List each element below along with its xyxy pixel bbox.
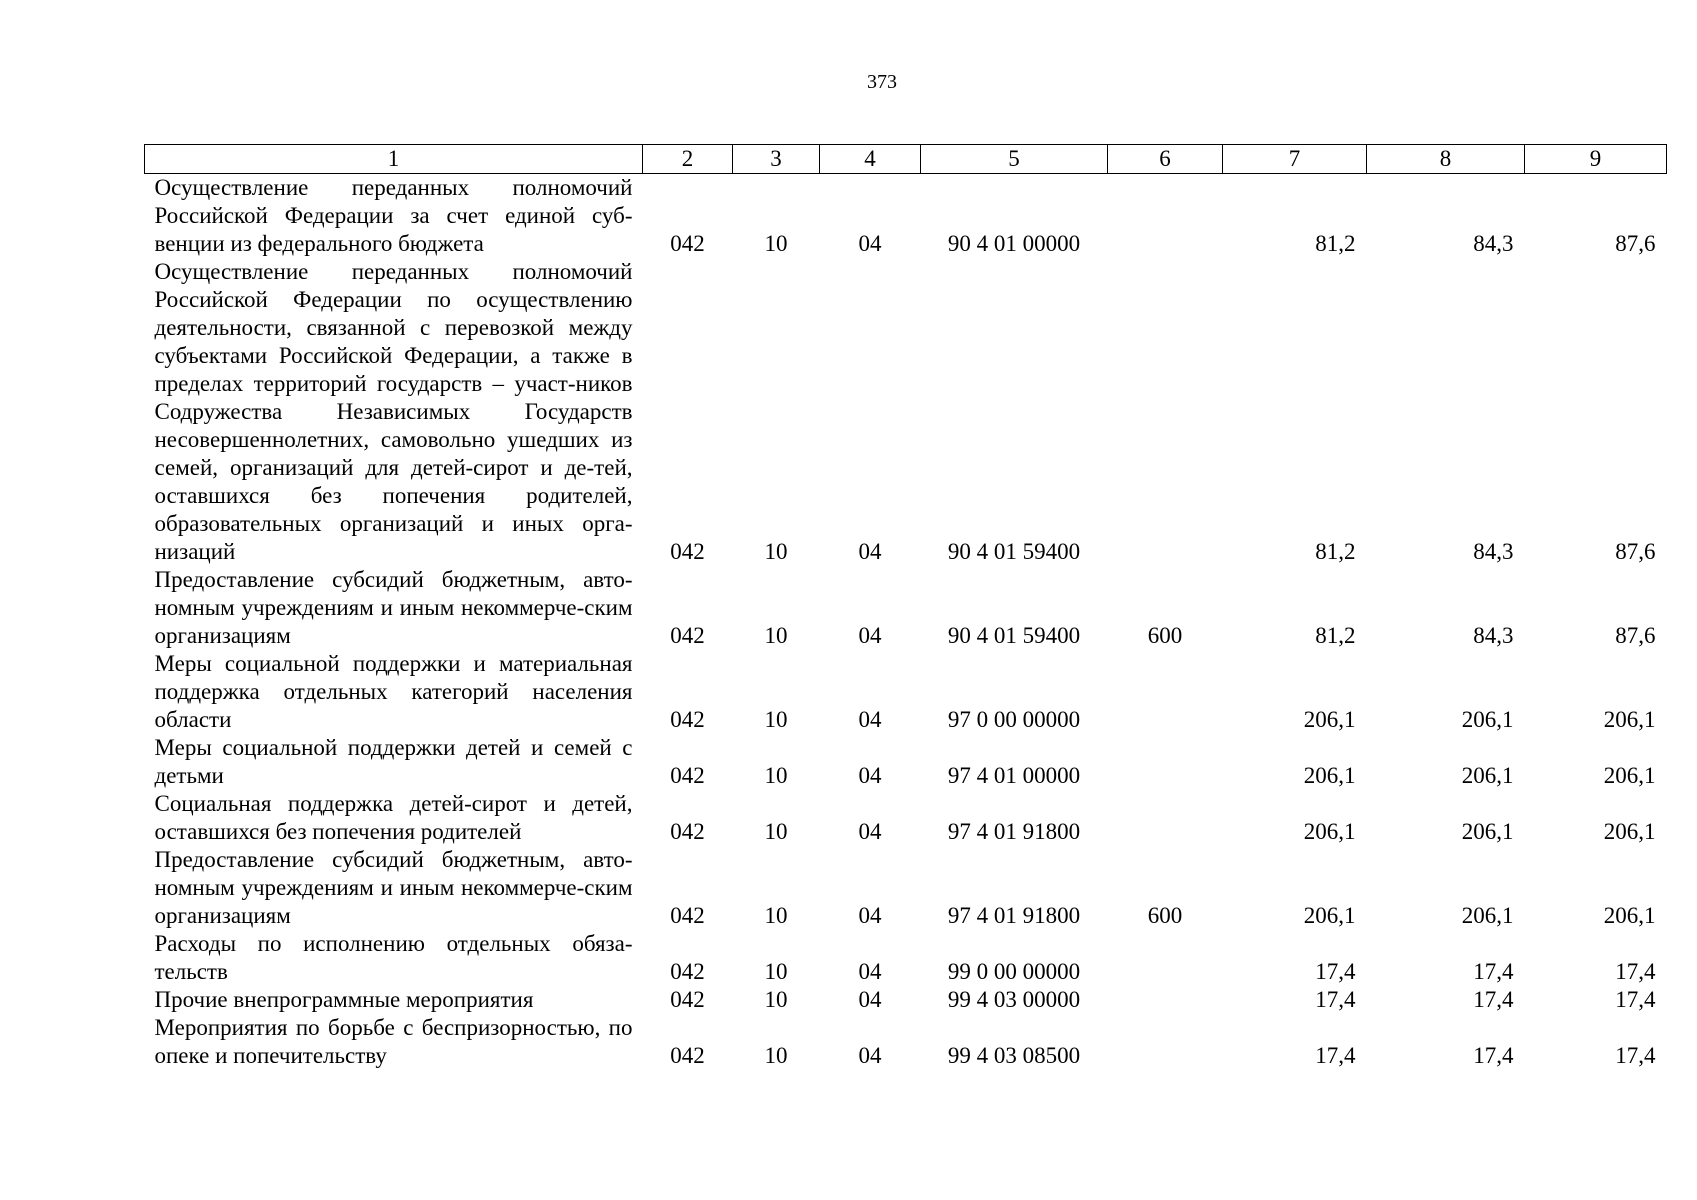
- subsection-code-cell: 04: [858, 539, 882, 564]
- amount-col7-cell: 206,1: [1303, 819, 1356, 844]
- target-article-cell: 97 4 01 00000: [947, 763, 1081, 788]
- amount-col9-cell: 17,4: [1615, 1043, 1656, 1068]
- subsection-code-cell: 04: [858, 903, 882, 928]
- section-code-cell: 10: [764, 819, 788, 844]
- expense-kind-cell: [1108, 930, 1223, 986]
- amount-col8-cell: 206,1: [1461, 903, 1514, 928]
- expense-kind-cell: [1108, 986, 1223, 1014]
- table-row: [145, 174, 1667, 259]
- column-header: 9: [1525, 145, 1667, 174]
- expense-kind-cell: [1108, 650, 1223, 734]
- admin-code-cell: 042: [670, 903, 705, 928]
- table-row: [145, 650, 1667, 734]
- admin-code-cell: 042: [670, 231, 705, 256]
- section-code-cell: 10: [764, 707, 788, 732]
- admin-code-cell: 042: [670, 1043, 705, 1068]
- expense-kind-cell: [1108, 734, 1223, 790]
- amount-col7-cell: 81,2: [1315, 539, 1356, 564]
- amount-col7-cell: 17,4: [1315, 987, 1356, 1012]
- expense-kind-cell: [1108, 258, 1223, 566]
- amount-col8-cell: 17,4: [1473, 987, 1514, 1012]
- expense-kind-cell: [1108, 1014, 1223, 1070]
- amount-col8-cell: 84,3: [1473, 539, 1514, 564]
- amount-col9-cell: 206,1: [1603, 819, 1656, 844]
- row-name-cell: Предоставление субсидий бюджетным, авто-номным учреждениям и иным некоммерче-ским организациям: [154, 567, 633, 648]
- admin-code-cell: 042: [670, 959, 705, 984]
- table-body: [145, 174, 1667, 1071]
- amount-col8-cell: 84,3: [1473, 623, 1514, 648]
- amount-col7-cell: 206,1: [1303, 763, 1356, 788]
- column-header: 4: [820, 145, 921, 174]
- admin-code-cell: 042: [670, 539, 705, 564]
- amount-col9-cell: 206,1: [1603, 763, 1656, 788]
- amount-col8-cell: 206,1: [1461, 707, 1514, 732]
- subsection-code-cell: 04: [858, 987, 882, 1012]
- amount-col8-cell: 17,4: [1473, 959, 1514, 984]
- amount-col8-cell: 84,3: [1473, 231, 1514, 256]
- amount-col8-cell: 206,1: [1461, 819, 1514, 844]
- section-code-cell: 10: [764, 903, 788, 928]
- amount-col9-cell: 87,6: [1615, 539, 1656, 564]
- target-article-cell: 97 4 01 91800: [947, 819, 1081, 844]
- subsection-code-cell: 04: [858, 819, 882, 844]
- table-row: [145, 790, 1667, 846]
- table-row: [145, 930, 1667, 986]
- expense-kind-cell: 600: [1147, 623, 1183, 648]
- subsection-code-cell: 04: [858, 231, 882, 256]
- amount-col9-cell: 17,4: [1615, 987, 1656, 1012]
- target-article-cell: 99 0 00 00000: [947, 959, 1081, 984]
- amount-col7-cell: 17,4: [1315, 959, 1356, 984]
- page-number: 373: [867, 71, 897, 93]
- section-code-cell: 10: [764, 1043, 788, 1068]
- table-row: [145, 566, 1667, 650]
- row-name-cell: Социальная поддержка детей-сирот и детей, оставшихся без попечения родителей: [154, 791, 633, 844]
- section-code-cell: 10: [764, 763, 788, 788]
- amount-col9-cell: 87,6: [1615, 231, 1656, 256]
- table-row: [145, 846, 1667, 930]
- row-name-cell: Мероприятия по борьбе с беспризорностью, по опеке и попечительству: [154, 1015, 633, 1068]
- table-row: [145, 734, 1667, 790]
- row-name-cell: Расходы по исполнению отдельных обяза-тельств: [154, 931, 633, 984]
- section-code-cell: 10: [764, 959, 788, 984]
- column-header: 1: [145, 145, 643, 174]
- amount-col7-cell: 206,1: [1303, 903, 1356, 928]
- subsection-code-cell: 04: [858, 763, 882, 788]
- subsection-code-cell: 04: [858, 959, 882, 984]
- admin-code-cell: 042: [670, 987, 705, 1012]
- admin-code-cell: 042: [670, 819, 705, 844]
- row-name-cell: Осуществление переданных полномочий Российской Федерации по осуществлению деятельности, связанной с перевозкой между субъектами Российской Федерации, а также в пределах территорий государств – участ-ников Содружества Независимых Государств несовершеннолетних, самовольно ушедших из семей, организаций для детей-сирот и де-тей, оставшихся без попечения родителей, образовательных организаций и иных орга-низаций: [154, 259, 633, 564]
- target-article-cell: 90 4 01 59400: [947, 539, 1081, 564]
- admin-code-cell: 042: [670, 623, 705, 648]
- amount-col7-cell: 81,2: [1315, 231, 1356, 256]
- row-name-cell: Меры социальной поддержки и материальная поддержка отдельных категорий населения области: [154, 651, 633, 732]
- target-article-cell: 97 0 00 00000: [947, 707, 1081, 732]
- table-row: [145, 258, 1667, 566]
- target-article-cell: 90 4 01 00000: [947, 231, 1081, 256]
- amount-col9-cell: 87,6: [1615, 623, 1656, 648]
- section-code-cell: 10: [764, 623, 788, 648]
- column-header: 6: [1108, 145, 1223, 174]
- amount-col7-cell: 81,2: [1315, 623, 1356, 648]
- budget-table: [144, 144, 1667, 1070]
- subsection-code-cell: 04: [858, 1043, 882, 1068]
- section-code-cell: 10: [764, 231, 788, 256]
- row-name-cell: Предоставление субсидий бюджетным, авто-номным учреждениям и иным некоммерче-ским организациям: [154, 847, 633, 928]
- column-header: 2: [643, 145, 733, 174]
- amount-col8-cell: 206,1: [1461, 763, 1514, 788]
- column-header: 5: [921, 145, 1108, 174]
- amount-col9-cell: 206,1: [1603, 707, 1656, 732]
- target-article-cell: 99 4 03 00000: [947, 987, 1081, 1012]
- column-header: 8: [1367, 145, 1525, 174]
- table-row: [145, 986, 1667, 1014]
- table-row: [145, 1014, 1667, 1070]
- amount-col7-cell: 17,4: [1315, 1043, 1356, 1068]
- subsection-code-cell: 04: [858, 707, 882, 732]
- amount-col9-cell: 206,1: [1603, 903, 1656, 928]
- header-row: [145, 145, 1667, 174]
- section-code-cell: 10: [764, 539, 788, 564]
- expense-kind-cell: [1108, 174, 1223, 259]
- amount-col9-cell: 17,4: [1615, 959, 1656, 984]
- row-name-cell: Осуществление переданных полномочий Российской Федерации за счет единой суб-венции из федерального бюджета: [154, 175, 633, 256]
- table-header: [145, 145, 1667, 174]
- target-article-cell: 90 4 01 59400: [947, 623, 1081, 648]
- section-code-cell: 10: [764, 987, 788, 1012]
- admin-code-cell: 042: [670, 763, 705, 788]
- amount-col7-cell: 206,1: [1303, 707, 1356, 732]
- subsection-code-cell: 04: [858, 623, 882, 648]
- expense-kind-cell: 600: [1147, 903, 1183, 928]
- target-article-cell: 97 4 01 91800: [947, 903, 1081, 928]
- target-article-cell: 99 4 03 08500: [947, 1043, 1081, 1068]
- row-name-cell: Меры социальной поддержки детей и семей с детьми: [154, 735, 633, 788]
- row-name-cell: Прочие внепрограммные мероприятия: [154, 987, 534, 1012]
- column-header: 3: [733, 145, 820, 174]
- amount-col8-cell: 17,4: [1473, 1043, 1514, 1068]
- expense-kind-cell: [1108, 790, 1223, 846]
- admin-code-cell: 042: [670, 707, 705, 732]
- column-header: 7: [1223, 145, 1367, 174]
